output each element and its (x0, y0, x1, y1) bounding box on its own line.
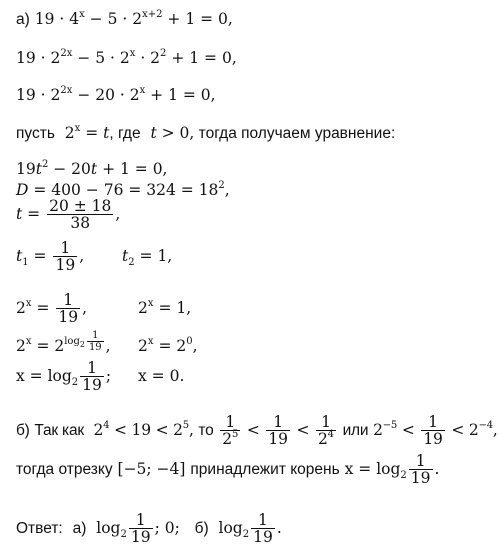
troot-num: 20 ± 18 (49, 197, 112, 215)
eq3-exp1: 2x (60, 84, 73, 96)
disc-D: D (16, 181, 29, 199)
root1-fraction (53, 240, 77, 274)
root2-eq: = 1, (134, 246, 173, 265)
x3-den: 19 (88, 342, 102, 353)
x-line-3 (16, 360, 184, 394)
x4-exp2: 0 (186, 336, 193, 347)
troot-den: 38 (70, 214, 91, 233)
x2-base: 2 (138, 298, 148, 317)
f2-fraction (266, 414, 289, 448)
troot-end: , (115, 204, 121, 223)
x3-exp: x (25, 336, 32, 347)
x3-log-fraction (87, 330, 104, 353)
f3-num: 1 (316, 414, 336, 431)
x3-log: log (64, 336, 80, 347)
ineq-exp2: 5 (182, 419, 189, 431)
answer-a-base: 2 (120, 528, 127, 540)
part-b-x-fraction (409, 453, 433, 487)
answer-end: . (276, 518, 282, 537)
eq2-exp2: x (129, 47, 136, 59)
answer-b-label: б) (194, 519, 209, 537)
ineq2-exp2: −4 (478, 419, 493, 431)
part-b-line-2 (16, 453, 439, 487)
eq1-exp1: x (79, 8, 85, 20)
part-b-x-base: 2 (400, 469, 407, 481)
troot-t: t (16, 204, 23, 223)
sub-base: 2 (64, 124, 75, 142)
x4-eq: = 2 (153, 337, 187, 356)
x-line-2 (16, 331, 198, 355)
quad-term2: − 20 (48, 160, 91, 178)
eq3-exp2: x (139, 84, 146, 96)
roots-line (16, 240, 172, 274)
eq3-term2: − 20 · 2 (72, 86, 140, 104)
lt2: < (296, 420, 310, 439)
sub-word-then: тогда получаем уравнение: (194, 125, 396, 142)
answer-b-num: 1 (251, 512, 275, 529)
root1-comma: , (79, 246, 85, 265)
answer-b-log: log (218, 518, 243, 537)
f1-den (220, 431, 240, 447)
answer-a-den: 19 (130, 528, 151, 547)
f3-den-base: 2 (318, 430, 328, 449)
f1-fraction (220, 414, 240, 448)
part-b-segment-word: тогда отрезку (16, 460, 113, 478)
sub-word-where: , где (109, 125, 141, 142)
equation-line-2 (16, 47, 237, 67)
answer-b-fraction (251, 512, 275, 546)
quad-end: + 1 = 0, (97, 160, 168, 178)
x5-base: 2 (71, 376, 79, 388)
x6-value: x = 0. (138, 366, 185, 385)
part-b-segment: [−5; −4] (117, 459, 186, 478)
x5-log: x = log (16, 366, 72, 385)
answer-a-log: log (96, 518, 121, 537)
x5-fraction (80, 360, 104, 394)
part-b-belongs: принадлежит корень (190, 460, 340, 478)
x-line-3-left (16, 360, 138, 394)
x4-exp: x (147, 336, 154, 347)
disc-exp: 2 (218, 179, 225, 191)
eq1-exp2: x+2 (142, 8, 163, 20)
answer-label: Ответ: (16, 519, 63, 537)
sub-cond: > 0, (156, 124, 195, 142)
f1-den-exp: 5 (231, 429, 239, 441)
eq3-term: 19 · 2 (16, 86, 61, 104)
x5-semicolon: ; (105, 366, 112, 385)
x1-num: 1 (56, 292, 80, 309)
quadratic-line (16, 158, 168, 178)
ineq2-lt2: < 2 (446, 420, 479, 439)
eq1-term2: − 5 · 2 (84, 10, 143, 28)
ineq-mid: < 19 < 2 (109, 420, 183, 439)
eq1-end: + 1 = 0, (162, 10, 233, 28)
answer-b-base: 2 (242, 528, 250, 540)
disc-end: , (224, 181, 230, 199)
x3-base: 2 (16, 337, 26, 356)
quad-t2: t (90, 160, 98, 178)
eq2-exp1: 2x (60, 47, 73, 59)
disc-calc: = 400 − 76 = 324 = 18 (28, 181, 219, 199)
answer-sep: ; 0; (154, 518, 180, 537)
eq2-exp3: 2 (160, 47, 167, 59)
x3-comma: , (105, 337, 111, 356)
x-line-1-left (16, 292, 138, 326)
answer-a-label: а) (72, 519, 87, 537)
eq2-end: + 1 = 0, (166, 49, 237, 67)
substitution-line (16, 122, 396, 142)
ineq2-den: 19 (423, 430, 443, 449)
equation-line-1 (16, 8, 233, 28)
part-b-x-log: x = log (344, 459, 401, 478)
x1-den: 19 (58, 308, 79, 327)
x-line-1 (16, 292, 191, 326)
f3-fraction (316, 414, 336, 448)
part-b-or: или (342, 421, 369, 439)
ineq2-base1: 2 (373, 420, 383, 439)
eq2-term3: · 2 (135, 49, 161, 67)
answer-line (16, 512, 282, 546)
part-b-x-period: . (434, 459, 440, 478)
f2-num: 1 (266, 414, 289, 431)
f3-den (316, 431, 336, 447)
root1-t: t (16, 246, 23, 265)
quad-t: t (35, 160, 42, 178)
answer-a-fraction (129, 512, 153, 546)
sub-exp: x (74, 122, 81, 134)
f1-num: 1 (220, 414, 240, 431)
x1-fraction (56, 292, 80, 326)
part-b-x-den: 19 (410, 469, 431, 488)
sub-t: t (103, 124, 110, 142)
f1-den-base: 2 (222, 430, 232, 449)
eq2-term2: − 5 · 2 (72, 49, 130, 67)
answer-a-num: 1 (129, 512, 153, 529)
x1-exp: x (25, 297, 32, 309)
troot-fraction (47, 198, 113, 232)
part-b-line-1 (16, 414, 498, 448)
eq2-term: 19 · 2 (16, 49, 61, 67)
quad-coef: 19 (16, 160, 36, 178)
root1-num: 1 (53, 240, 77, 257)
f2-den: 19 (268, 430, 288, 449)
ineq2-lt1: < (397, 420, 420, 439)
x5-num: 1 (80, 360, 104, 377)
ineq2-exp1: −5 (382, 419, 398, 431)
x3-log-exp (64, 330, 105, 353)
x3-log-base: 2 (79, 340, 85, 349)
x1-comma: , (82, 298, 88, 317)
part-b-x-num: 1 (409, 453, 433, 470)
x3-num: 1 (87, 330, 104, 342)
t-formula-line (16, 198, 120, 232)
ineq2-num: 1 (421, 414, 444, 431)
root1-den: 19 (55, 256, 76, 275)
sub-eq: = (80, 124, 104, 142)
quad-exp: 2 (41, 158, 49, 170)
root2-sub: 2 (128, 256, 135, 268)
root1-sub: 1 (22, 256, 29, 268)
x3-eq: = 2 (31, 337, 65, 356)
equation-line-3 (16, 84, 216, 104)
ineq-comma: , (188, 420, 194, 439)
x-line-2-left (16, 331, 138, 355)
troot-eq: = (22, 204, 46, 223)
eq1-term: 19 · 4 (34, 10, 80, 28)
part-b-since: Так как (34, 421, 84, 439)
x5-den: 19 (82, 376, 102, 395)
part-a-label: а) (16, 11, 30, 28)
root2-t: t (122, 246, 129, 265)
ineq-exp1: 4 (103, 419, 110, 431)
ineq2-comma: , (492, 420, 498, 439)
x4-base: 2 (138, 337, 148, 356)
x1-base: 2 (16, 298, 26, 317)
x2-eq: = 1, (153, 298, 192, 317)
eq3-end: + 1 = 0, (145, 86, 216, 104)
x4-comma: , (192, 337, 198, 356)
answer-b-den: 19 (253, 528, 273, 547)
x2-exp: x (147, 297, 154, 309)
x1-eq: = (31, 298, 55, 317)
sub-word-let: пусть (16, 125, 55, 142)
discriminant-line (16, 179, 230, 199)
f3-den-exp: 4 (327, 429, 334, 441)
part-b-then: то (198, 421, 214, 439)
lt1: < (246, 420, 260, 439)
sub-t2: t (150, 124, 157, 142)
root1-eq: = (28, 246, 52, 265)
part-b-label: б) (16, 421, 30, 439)
ineq-base1: 2 (93, 420, 104, 439)
ineq2-fraction (421, 414, 444, 448)
